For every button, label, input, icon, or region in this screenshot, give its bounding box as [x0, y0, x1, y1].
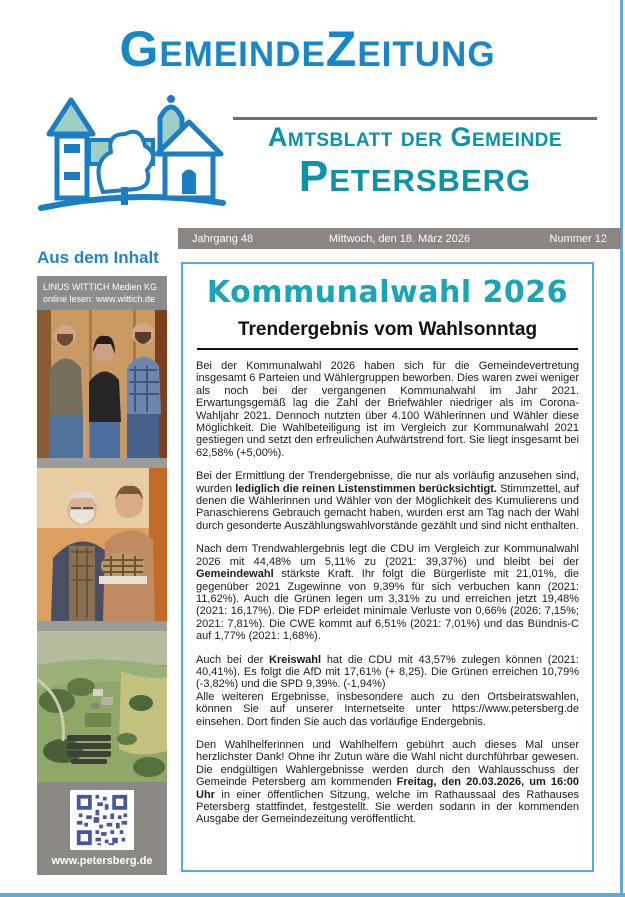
- issue-number: Nummer 12: [549, 232, 607, 245]
- page-edge-line-right: [620, 0, 623, 897]
- issue-date: Mittwoch, den 18. März 2026: [328, 232, 471, 245]
- page-edge-line-bottom: [0, 893, 625, 897]
- issue-volume: Jahrgang 48: [192, 232, 254, 245]
- article-subheadline: Trendergebnis vom Wahlsonntag: [237, 319, 538, 340]
- article-paragraph-3: Nach dem Trendwahlergebnis legt die CDU im Vergleich zur Kommunalwahl 2026 mit 44,48% um 5,11% zu (2021: 39,37%) und bleibt bei der Gemeindewahl stärkste Kraft. Ihr folgt die Bürgerliste mit 21,01%, die gegenüber 2021 Zugewinne von 9,39% für sich verbuchen kann (2021: 11,62%). Auch die Grünen legen um 3,31% zu und erreichen jetzt 19,48% (2021: 16,17%). Die FDP erleidet minimale Verluste von 0,66% (2026: 7,15%; 2021: 7,81%). Die CWE kommt auf 6,51% (2021: 7,01%) und das Bündnis-C auf 1,77% (2021: 1,68%).: [196, 543, 579, 643]
- masthead-subtitle: Amtsblatt der Gemeinde: [267, 122, 563, 152]
- photo-separator: [37, 458, 167, 468]
- issue-info-bar: [178, 228, 621, 249]
- masthead-municipality: Petersberg: [298, 152, 532, 201]
- article-paragraph-4: Auch bei der Kreiswahl hat die CDU mit 43,57% zulegen können (2021: 40,41%). Es folgt die AfD mit 17,61% (+ 8,25). Die Grünen erreichen 10,79% (-3,82%) und die SPD 9,39%. (-1,94%) Alle weiteren Ergebnisse, insbesondere auch zu den Ortsbeiratswahlen, können Sie auf unserer Internetseite unter https://www.petersberg.de einsehen. Dort finden Sie auch das vorläufige Endergebnis.: [196, 653, 579, 728]
- article-paragraph-1: Bei der Kommunalwahl 2026 haben sich für die Gemeindevertretung insgesamt 6 Parteien und Wählergruppen beworben. Dies waren zwei weniger als noch bei der vergangenen Kommunalwahl im Jahr 2021. Erwartungsgemäß lag die Zahl der Briefwähler niedriger als im Corona-Wahljahr 2021. Dennoch nutzten über 4.100 Wählerinnen und Wähler diese Möglichkeit. Die Wahlbeteiligung ist im Vergleich zur Kommunalwahl 2021 gestiegen und setzt den erfreulichen Aufwärtstrend fort. Sie liegt insgesamt bei 62,58% (+5,00%).: [196, 360, 579, 459]
- article-headline: Kommunalwahl 2026: [206, 275, 569, 310]
- article-body: [196, 360, 579, 826]
- masthead-divider: [233, 117, 597, 120]
- photo-separator: [37, 621, 167, 631]
- sidebar-contents: [37, 248, 167, 875]
- publisher-caption: [37, 276, 167, 310]
- sidebar-title: Aus dem Inhalt: [37, 248, 159, 267]
- church-logo-icon: [33, 90, 231, 222]
- sidebar-photo-basket: [37, 468, 167, 621]
- masthead-title: GemeindeZeitung: [119, 21, 496, 77]
- publisher-url: online lesen: www.wittich.de: [43, 294, 156, 304]
- qr-code-icon: [70, 790, 134, 850]
- lead-article-box: [181, 262, 594, 872]
- publisher-name: LINUS WITTICH Medien KG: [43, 282, 158, 292]
- article-paragraph-5: Den Wahlhelferinnen und Wahlhelfern gebührt auch dieses Mal unser herzlichster Dank! Ohne ihr Zutun wäre die Wahl nicht durchführbar gewesen. Die endgültigen Wahlergebnisse werden durch den Wahlausschuss der Gemeinde Petersberg am kommenden Freitag, den 20.03.2026, um 16:00 Uhr in einer öffentlichen Sitzung, welche im Rathaussaal des Rathauses Petersberg stattfindet, festgestellt. Sie werden sodann in der kommenden Ausgabe der Gemeindezeitung veröffentlicht.: [196, 738, 579, 826]
- headline-divider: [197, 348, 578, 350]
- article-paragraph-2: Bei der Ermittlung der Trendergebnisse, die nur als vorläufig anzusehen sind, wurden lediglich die reinen Listenstimmen berücksichtigt. Stimmzettel, auf denen die Wählerinnen und Wähler von der Möglichkeit des Kumulierens und Panaschierens Gebrauch gemacht haben, wurden erst am Tag nach der Wahl durch gesonderte Auszählungswahlvorstände gezählt und sind nicht enthalten.: [196, 470, 579, 532]
- sidebar-photo-aerial: [37, 631, 167, 782]
- sidebar-photo-group: [37, 310, 167, 458]
- qr-caption: www.petersberg.de: [51, 855, 153, 867]
- qr-promo-block: [37, 782, 167, 875]
